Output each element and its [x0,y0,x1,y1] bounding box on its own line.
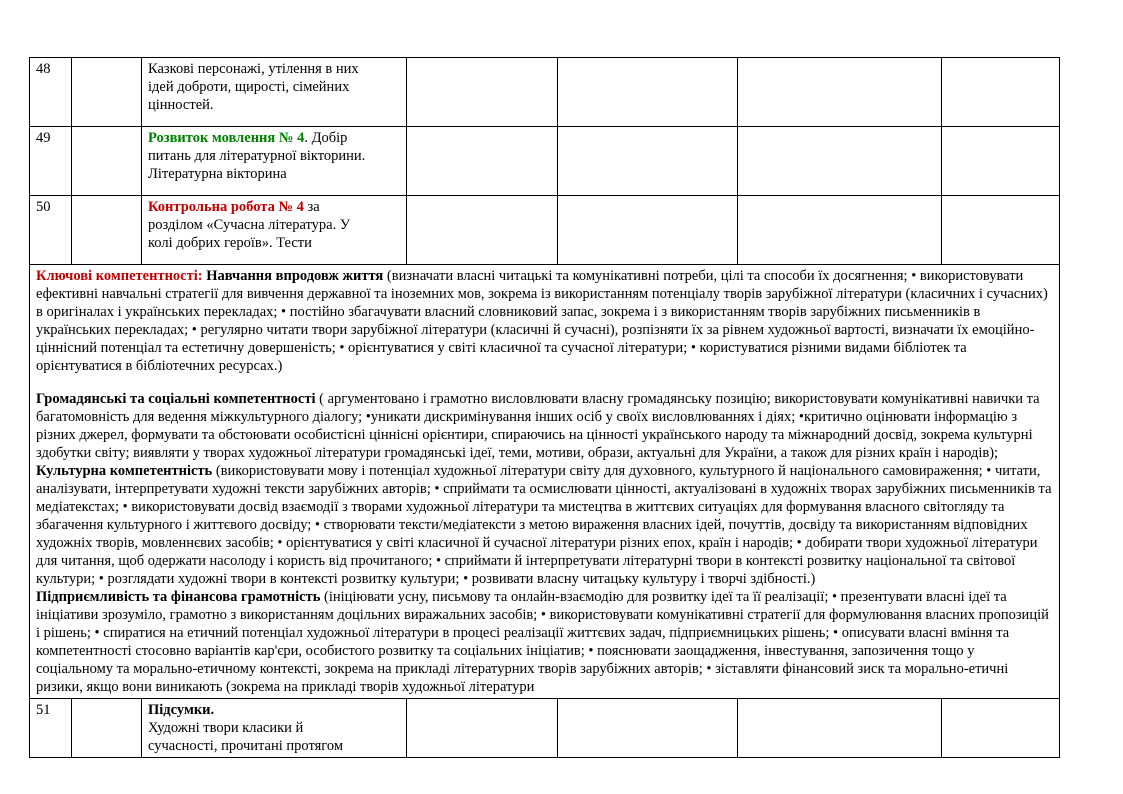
topic-line: Художні твори класики й [148,719,304,736]
table-row [30,127,1060,196]
topic-line: колі добрих героїв». Тести [148,235,312,251]
topic-line: цінностей. [148,97,214,113]
topic-line: Літературна вікторина [148,166,287,182]
empty-cell [738,127,942,196]
empty-cell [738,58,942,127]
empty-cell [942,127,1060,196]
empty-cell [558,698,738,757]
topic-rest: . Добір [304,130,348,146]
lifelong-learning-paragraph [36,267,1053,375]
civic-title: Громадянські та соціальні компетентності [36,390,316,407]
empty-cell [407,58,558,127]
topic-line: Казкові персонажі, утілення в них [148,61,359,77]
lesson-type-highlight: Розвиток мовлення № 4 [148,130,305,146]
empty-cell [942,58,1060,127]
summary-title: Підсумки. [148,701,215,718]
lesson-topic [142,127,407,196]
cultural-text: (використовувати мову і потенціал художньої літератури світу для духовного, культурного й національного самовираження; • читати, аналізувати, інтерпретувати художні тексти зарубіжних авторів; • сприймати та осмислювати цінності, актуалізовані в художніх творах зарубіжних письменників та медіатекстах; • використовувати досвід взаємодії з творами художньої літератури та мистецтва в життєвих ситуаціях для формування власного світогляду та збагачення культурного і життєвого досвіду; • створювати тексти/медіатексти з метою вираження власних ідей, почуттів, досвіду та використанням відповідних художніх творів, мовленнєвих засобів; • орієнтуватися у світі класичної й сучасної літератури різних епох, країн і народів; • добирати твори художньої літератури для читання, щоб одержати насолоду і користь від прочитаного; • сприймати й інтерпретувати літературні твори в контексті розвитку національної та світової культури; • розглядати художні твори в контексті розвитку культури; • розвивати власну читацьку культуру і творчі здібності.) [36,462,1052,587]
competencies-cell [30,265,1060,699]
empty-cell [942,196,1060,265]
topic-line: сучасності, прочитані протягом [148,737,343,754]
entrepreneurship-text: (ініціювати усну, письмову та онлайн-взаємодію для розвитку ідеї та її реалізації; • презентувати власні ідеї та ініціативи зрозуміло, грамотно з використанням доцільних виражальних засобів; • використовувати комунікативні стратегії для формулювання власних пропозицій і рішень; • спиратися на етичний потенціал художньої літератури в процесі реалізації життєвих задач, підприємницьких рішень; • описувати власні вміння та компетентності стосовно варіантів кар'єри, особистого розвитку та соціальних ініціатив; • пояснювати заощадження, інвестування, запозичення тощо у соціальному та морально-етичному контексті, зокрема на прикладі літературних творів зарубіжних авторів; • зіставляти фінансовий зиск та морально-етичні ризики, якщо вони виникають (зокрема на прикладі творів художньої літератури [36,588,1049,695]
entrepreneurship-paragraph [36,588,1053,696]
lesson-topic [142,58,407,127]
cultural-paragraph [36,462,1053,588]
lesson-number: 48 [30,58,72,127]
lesson-number: 50 [30,196,72,265]
entrepreneurship-title: Підприємливість та фінансова грамотність [36,588,321,605]
lesson-number: 49 [30,127,72,196]
empty-cell [558,196,738,265]
empty-cell [738,698,942,757]
table-row [30,196,1060,265]
empty-cell [558,127,738,196]
empty-cell [738,196,942,265]
lesson-number: 51 [30,698,72,757]
lesson-topic [142,698,407,757]
empty-cell [407,127,558,196]
cultural-title: Культурна компетентність [36,462,213,479]
empty-cell [942,698,1060,757]
competencies-row [30,265,1060,699]
topic-rest: за [303,199,320,215]
lesson-topic [142,196,407,265]
date-cell [72,196,142,265]
date-cell [72,58,142,127]
table-row [30,698,1060,757]
table-row [30,58,1060,127]
date-cell [72,698,142,757]
topic-line: питань для літературної вікторини. [148,148,366,164]
topic-line: розділом «Сучасна література. У [148,217,351,233]
civic-text: ( аргументовано і грамотно висловлювати власну громадянську позицію; використовувати комунікативні навички та багатомовність для ведення міжкультурного діалогу; •уникати дискримінування інших осіб у своїх висловлюваннях і діях; •критично оцінювати інформацію з різних джерел, формувати та обстоювати особистісні ціннісні орієнтири, спираючись на цінності українського народу та міжнародний досвід, зокрема культурні здобутки світу; виявляти у творах художньої літератури громадянські ідеї, теми, мотиви, образи, актуальні для України, а також для різних країн і народів); [36,390,1040,461]
empty-cell [407,196,558,265]
date-cell [72,127,142,196]
lesson-type-highlight: Контрольна робота № 4 [148,199,304,215]
civic-paragraph [36,390,1053,462]
lifelong-learning-text: (визначати власні читацькі та комунікативні потреби, цілі та способи їх досягнення; • використовувати ефективні навчальні стратегії для вивчення державної та іноземних мов, зокрема із використанням потенціалу творів зарубіжної літератури (класичних і сучасних) в оригіналах і українських перекладах; • постійно збагачувати власний словниковий запас, зокрема і з використанням творів зарубіжних письменників в українських перекладах; • регулярно читати твори зарубіжної літератури (класичні й сучасні), розпізняти їх за рівнем художньої вартості, визначати їх емоційно-ціннісний потенціал та естетичну довершеність; • орієнтуватися у світі класичної та сучасної літератури; • користуватися різними видами бібліотек та орієнтуватися в бібліотечних ресурсах.) [36,268,1048,374]
topic-line: ідей доброти, щирості, сімейних [148,79,350,95]
empty-cell [558,58,738,127]
paragraph-gap [36,375,1053,390]
lifelong-learning-title: Навчання впродовж життя [206,268,384,284]
lesson-plan-table [29,57,1060,758]
competencies-label: Ключові компетентності: [36,268,203,284]
empty-cell [407,698,558,757]
